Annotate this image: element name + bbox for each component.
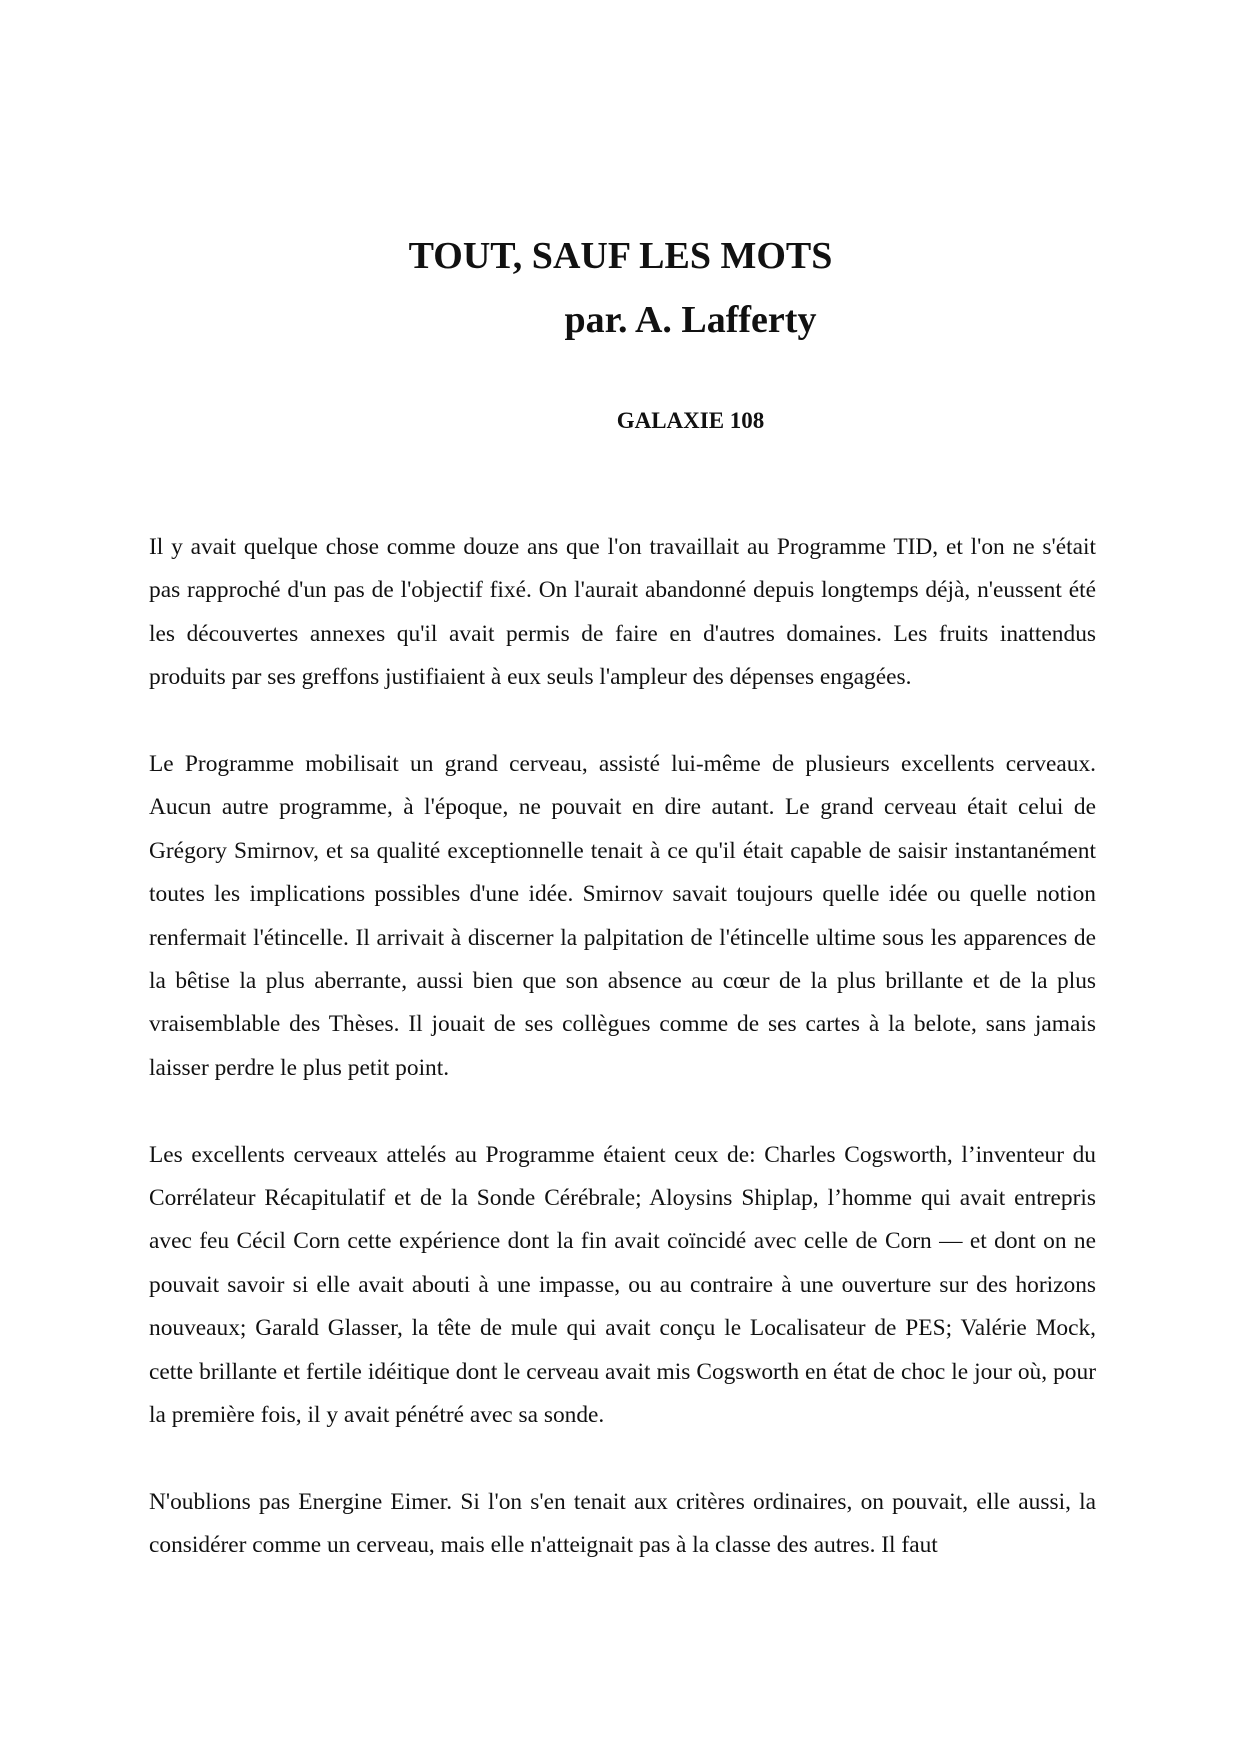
document-title: TOUT, SAUF LES MOTS — [408, 235, 833, 277]
paragraph: N'oublions pas Energine Eimer. Si l'on s'en tenait aux critères ordinaires, on pouvait, elle aussi, la considérer comme un cerveau, mais elle n'atteignait pas à la classe des autres. Il faut — [149, 1488, 1096, 1559]
publication-source: GALAXIE 108 — [616, 408, 765, 433]
paragraph: Les excellents cerveaux attelés au Programme étaient ceux de: Charles Cogsworth, l’inventeur du Corrélateur Récapitulatif et de la Sonde Cérébrale; Aloysins Shiplap, l’homme qui avait entrepris avec feu Cécil Corn cette expérience dont la fin avait coïncidé avec celle de Corn — et dont on ne pouvait savoir si elle avait abouti à une impasse, ou au contraire à une ouverture sur des horizons nouveaux; Garald Glasser, la tête de mule qui avait conçu le Localisateur de PES; Valérie Mock, cette brillante et fertile idéitique dont le cerveau avait mis Cogsworth en état de choc le jour où, pour la première fois, il y avait pénétré avec sa sonde. — [149, 1141, 1096, 1429]
document-author: par. A. Lafferty — [564, 299, 817, 341]
paragraph: Il y avait quelque chose comme douze ans que l'on travaillait au Programme TID, et l'on ne s'était pas rapproché d'un pas de l'objectif fixé. On l'aurait abandonné depuis longtemps déjà, n'eussent été les découvertes annexes qu'il avait permis de faire en d'autres domaines. Les fruits inattendus produits par ses greffons justifiaient à eux seuls l'ampleur des dépenses engagées. — [149, 534, 1096, 691]
body-text — [149, 526, 1096, 1611]
paragraph: Le Programme mobilisait un grand cerveau, assisté lui-même de plusieurs excellents cerveaux. Aucun autre programme, à l'époque, ne pouvait en dire autant. Le grand cerveau était celui de Grégory Smirnov, et sa qualité exceptionnelle tenait à ce qu'il était capable de saisir instantanément toutes les implications possibles d'une idée. Smirnov savait toujours quelle idée ou quelle notion renfermait l'étincelle. Il arrivait à discerner la palpitation de l'étincelle ultime sous les apparences de la bêtise la plus aberrante, aussi bien que son absence au cœur de la plus brillante et de la plus vraisemblable des Thèses. Il jouait de ses collègues comme de ses cartes à la belote, sans jamais laisser perdre le plus petit point. — [149, 751, 1096, 1081]
